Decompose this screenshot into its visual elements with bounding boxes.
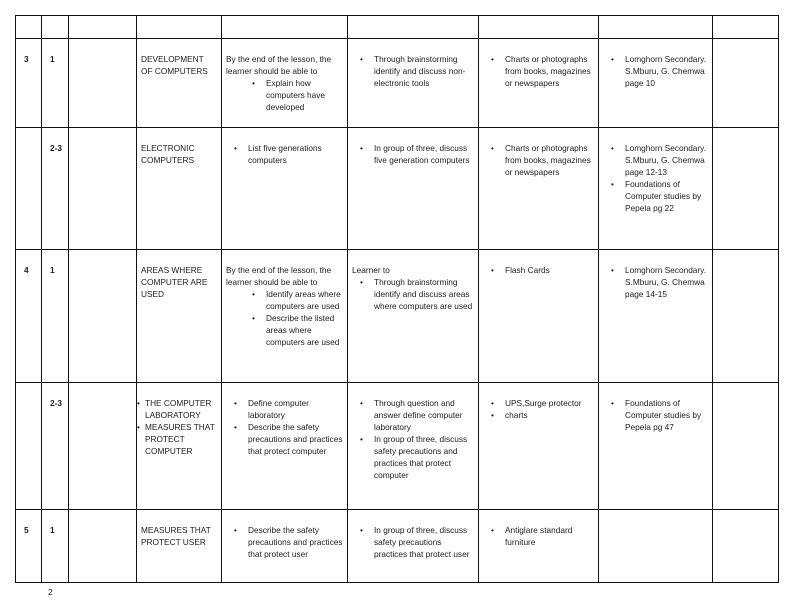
bullet-list <box>603 397 708 433</box>
table-cell <box>599 128 713 250</box>
table-row <box>16 510 779 583</box>
table-cell <box>222 39 348 128</box>
table-cell <box>222 510 348 583</box>
table-cell <box>479 250 599 383</box>
cell-intro: Learner to <box>352 265 390 275</box>
table-cell <box>479 39 599 128</box>
topic-text: AREAS WHERE COMPUTER ARE USED <box>141 265 208 299</box>
header-cell <box>69 16 137 39</box>
list-item: • Identify areas where computers are used <box>266 288 343 312</box>
bullet-list <box>483 524 594 548</box>
list-item: • MEASURES THAT PROTECT COMPUTER <box>145 421 217 457</box>
list-item: • Through brainstorming identify and discuss areas where computers are used <box>374 276 474 312</box>
list-item: • Charts or photographs from books, magazines or newspapers <box>505 142 594 178</box>
table-cell <box>599 250 713 383</box>
list-item: • THE COMPUTER LABORATORY <box>145 397 217 421</box>
bullet-list <box>352 53 474 89</box>
topic-text: MEASURES THAT PROTECT USER <box>141 525 211 547</box>
bullet-list <box>483 142 594 178</box>
table-cell <box>599 510 713 583</box>
list-item: • Foundations of Computer studies by Pepela pg 22 <box>625 178 708 214</box>
list-item: • charts <box>505 409 594 421</box>
table-cell <box>348 383 479 510</box>
header-cell <box>348 16 479 39</box>
list-item: • In group of three, discuss five generation computers <box>374 142 474 166</box>
scheme-of-work-table <box>15 15 779 583</box>
bullet-list <box>603 264 708 300</box>
list-item: • Lomghorn Secondary. S.Mburu, G. Chemwa page 12-13 <box>625 142 708 178</box>
bullet-list <box>352 397 474 481</box>
table-row <box>16 128 779 250</box>
table-cell <box>69 250 137 383</box>
list-item: • Through brainstorming identify and discuss non-electronic tools <box>374 53 474 89</box>
bullet-list <box>603 142 708 214</box>
list-item: • In group of three, discuss safety precautions practices that protect user <box>374 524 474 560</box>
header-cell <box>16 16 42 39</box>
header-cell <box>479 16 599 39</box>
list-item: • Lomghorn Secondary. S.Mburu, G. Chemwa page 10 <box>625 53 708 89</box>
list-item: • Describe the safety precautions and practices that protect user <box>248 524 343 560</box>
header-cell <box>42 16 69 39</box>
lesson-cell: 1 <box>42 250 69 383</box>
header-cell <box>222 16 348 39</box>
table-row <box>16 39 779 128</box>
table-cell <box>479 128 599 250</box>
header-cell <box>137 16 222 39</box>
header-row <box>16 16 779 39</box>
bullet-list <box>483 264 594 276</box>
table-cell <box>479 383 599 510</box>
week-cell: 5 <box>16 510 42 583</box>
list-item: • UPS,Surge protector <box>505 397 594 409</box>
table-cell <box>222 128 348 250</box>
table-cell <box>348 250 479 383</box>
bullet-list <box>226 142 343 166</box>
table-cell <box>137 128 222 250</box>
list-item: • List five generations computers <box>248 142 343 166</box>
table-cell <box>713 39 779 128</box>
bullet-list <box>483 397 594 421</box>
list-item: • Foundations of Computer studies by Pepela pg 47 <box>625 397 708 433</box>
table-cell <box>479 510 599 583</box>
list-item: • Describe the safety precautions and practices that protect computer <box>248 421 343 457</box>
week-cell: 3 <box>16 39 42 128</box>
table-cell <box>348 39 479 128</box>
list-item: • Explain how computers have developed <box>266 77 343 113</box>
bullet-list <box>352 142 474 166</box>
list-item: • Describe the listed areas where computers are used <box>266 312 343 348</box>
table-cell <box>713 383 779 510</box>
bullet-list <box>603 53 708 89</box>
table-cell <box>16 383 42 510</box>
lesson-cell: 1 <box>42 510 69 583</box>
table-row <box>16 383 779 510</box>
bullet-list <box>137 397 217 457</box>
lesson-cell: 2-3 <box>42 128 69 250</box>
table-cell <box>713 128 779 250</box>
bullet-list <box>226 524 343 560</box>
topic-text: ELECTRONIC COMPUTERS <box>141 143 195 165</box>
list-item: • Lomghorn Secondary. S.Mburu, G. Chemwa page 14-15 <box>625 264 708 300</box>
table-row <box>16 250 779 383</box>
header-cell <box>713 16 779 39</box>
bullet-list <box>226 77 343 113</box>
table-cell <box>137 383 222 510</box>
table-cell <box>16 128 42 250</box>
list-item: • Flash Cards <box>505 264 594 276</box>
week-cell: 4 <box>16 250 42 383</box>
list-item: • Antiglare standard furniture <box>505 524 594 548</box>
list-item: • Define computer laboratory <box>248 397 343 421</box>
header-cell <box>599 16 713 39</box>
bullet-list <box>352 524 474 560</box>
table-cell <box>69 39 137 128</box>
table-cell <box>599 383 713 510</box>
list-item: • Through question and answer define computer laboratory <box>374 397 474 433</box>
table-cell <box>348 510 479 583</box>
bullet-list <box>226 288 343 348</box>
table-cell <box>69 510 137 583</box>
page-number: 2 <box>48 587 53 597</box>
cell-intro: By the end of the lesson, the learner should be able to <box>226 54 332 76</box>
bullet-list <box>483 53 594 89</box>
table-cell <box>137 510 222 583</box>
table-cell <box>69 383 137 510</box>
bullet-list <box>226 397 343 457</box>
table-cell <box>137 250 222 383</box>
table-cell <box>599 39 713 128</box>
table-cell <box>69 128 137 250</box>
cell-intro: By the end of the lesson, the learner should be able to <box>226 265 332 287</box>
table-cell <box>713 510 779 583</box>
topic-text: DEVELOPMENT OF COMPUTERS <box>141 54 208 76</box>
list-item: • In group of three, discuss safety precautions and practices that protect computer <box>374 433 474 481</box>
lesson-cell: 1 <box>42 39 69 128</box>
table-cell <box>713 250 779 383</box>
lesson-cell: 2-3 <box>42 383 69 510</box>
bullet-list <box>352 276 474 312</box>
table-cell <box>222 250 348 383</box>
table-cell <box>348 128 479 250</box>
table-cell <box>137 39 222 128</box>
list-item: • Charts or photographs from books, magazines or newspapers <box>505 53 594 89</box>
table-cell <box>222 383 348 510</box>
